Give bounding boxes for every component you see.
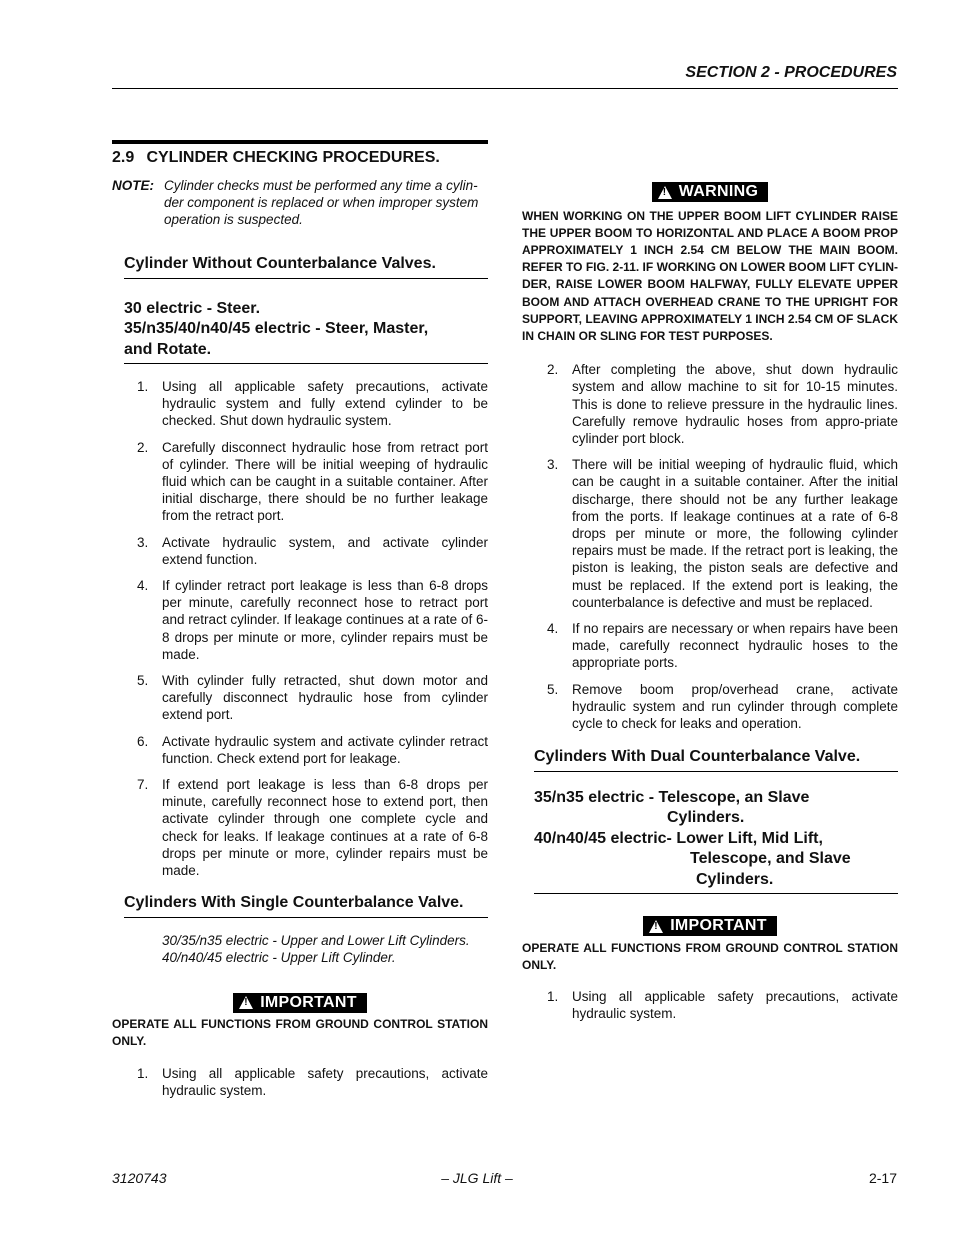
step-number: 6. (137, 733, 149, 749)
subheading-line: 35/n35/40/n40/45 electric - Steer, Master, (124, 320, 429, 337)
warning-triangle-icon (658, 186, 672, 199)
section-number: 2.9 (112, 149, 135, 166)
note-text: Cylinder checks must be performed any time a cylin-der component is replaced or when improper system operation is suspected. (164, 178, 479, 227)
model-list (162, 932, 488, 966)
subheading-dual-counterbalance: Cylinders With Dual Counterbalance Valve. (534, 747, 898, 772)
list-item (137, 776, 488, 879)
step-text: If cylinder retract port leakage is less than 6-8 drops per minute, carefully reconnect hose to retract port and retract cylinder. If leakage continues at a rate of 6-8 drops per minute or more, cylinder repairs must be made. (162, 578, 488, 662)
warning-text: WHEN WORKING ON THE UPPER BOOM LIFT CYLINDER RAISE THE UPPER BOOM TO HORIZONTAL AND PLACE A BOOM PROP APPROXIMATELY 1 INCH 2.54 CM BELOW THE MAIN BOOM. REFER TO FIG. 2-11. IF WORKING ON LOWER BOOM LIFT CYLIN-DER, RAISE LOWER BOOM HALFWAY, FULLY ELEVATE UPPER BOOM AND ATTACH OVERHEAD CRANE TO THE UPRIGHT FOR SUPPORT, LEAVING APPROXIMATELY 1 INCH 2.54 CM OF SLACK IN CHAIN OR SLING FOR TEST PURPOSES. (522, 208, 898, 343)
step-number: 4. (547, 620, 559, 636)
footer-doc-number: 3120743 (112, 1170, 167, 1186)
list-item (547, 988, 898, 1022)
step-number: 5. (547, 681, 559, 697)
section-heading (112, 140, 488, 167)
list-item (137, 534, 488, 568)
step-text: After completing the above, shut down hydraulic system and allow machine to sit for 10-15 minutes. This is done to relieve pressure in the hydraulic lines. Carefully remove hydraulic hoses from appro-priate cylinder port block. (572, 362, 898, 446)
badge-label: WARNING (678, 183, 759, 200)
warning-badge (652, 182, 768, 202)
subheading-line: 35/n35 electric - Telescope, an Slave (534, 788, 810, 806)
important-callout (522, 916, 898, 938)
step-text: If extend port leakage is less than 6-8 drops per minute, carefully reconnect hose to extend port, then activate cylinder through one complete cycle and check for leaks. If leakage continues at a rate of 6-8 drops per minute or more, cylinder repairs must be made. (162, 777, 488, 879)
subheading-line: Cylinders. (667, 809, 745, 827)
step-text: Remove boom prop/overhead crane, activate hydraulic system and run cylinder through complete cycle to check for leaks and operation. (572, 681, 898, 731)
step-text: Using all applicable safety precautions, activate hydraulic system. (572, 989, 898, 1022)
important-badge (643, 916, 777, 936)
list-item (547, 456, 898, 611)
step-number: 4. (137, 578, 149, 594)
badge-label: IMPORTANT (670, 917, 767, 935)
warning-triangle-icon (649, 920, 663, 933)
subheading-line: Telescope, and Slave (690, 850, 851, 868)
steps-list (522, 361, 898, 732)
step-number: 3. (137, 534, 149, 550)
list-item (547, 681, 898, 733)
list-item (137, 1065, 488, 1099)
step-number: 1. (137, 1065, 149, 1081)
subheading-single-counterbalance: Cylinders With Single Counterbalance Valve. (124, 893, 488, 918)
list-item (137, 733, 488, 767)
step-number: 5. (137, 673, 149, 689)
model-line: 30/35/n35 electric - Upper and Lower Lift Cylinders. (162, 932, 470, 948)
left-column (112, 140, 488, 1099)
important-text: OPERATE ALL FUNCTIONS FROM GROUND CONTROL STATION ONLY. (522, 940, 898, 972)
step-text: With cylinder fully retracted, shut down motor and carefully disconnect hydraulic hose from cylinder extend port. (162, 673, 488, 723)
subheading-line: 40/n40/45 electric- Lower Lift, Mid Lift, (534, 829, 823, 847)
step-number: 1. (137, 379, 149, 394)
step-text: Using all applicable safety precautions, activate hydraulic system. (162, 1065, 488, 1098)
subheading-line: and Rotate. (124, 340, 212, 358)
steps-list-2 (522, 988, 898, 1022)
subheading-models (534, 788, 898, 895)
footer-brand: – JLG Lift – (441, 1170, 513, 1186)
warning-callout (522, 182, 898, 204)
important-badge (233, 993, 367, 1013)
subheading-models (124, 299, 488, 365)
list-item (547, 361, 898, 447)
section-title: CYLINDER CHECKING PROCEDURES. (146, 149, 440, 166)
subheading-line: Cylinders. (696, 870, 774, 888)
step-text: Activate hydraulic system, and activate cylinder extend function. (162, 534, 488, 567)
step-number: 3. (547, 457, 559, 473)
step-text: Activate hydraulic system and activate cylinder retract function. Check extend port for leakage. (162, 733, 488, 766)
note-label: NOTE: (112, 178, 154, 193)
badge-label: IMPORTANT (260, 993, 357, 1011)
model-line: 40/n40/45 electric - Upper Lift Cylinder. (162, 949, 396, 965)
right-column (522, 182, 898, 1023)
important-text: OPERATE ALL FUNCTIONS FROM GROUND CONTROL STATION ONLY. (112, 1017, 488, 1049)
important-callout (112, 993, 488, 1015)
warning-triangle-icon (239, 996, 253, 1009)
steps-list-2 (112, 1065, 488, 1099)
footer-page-number: 2-17 (868, 1170, 897, 1186)
step-text: Using all applicable safety precautions, activate hydraulic system and fully extend cylinder to be checked. Shut down hydraulic system. (162, 379, 488, 429)
step-text: If no repairs are necessary or when repairs have been made, carefully reconnect hydraulic hoses to the appropriate ports. (572, 620, 898, 671)
header-rule (112, 88, 898, 89)
list-item (547, 620, 898, 672)
note (112, 177, 488, 228)
step-number: 1. (547, 989, 559, 1005)
step-text: There will be initial weeping of hydraulic fluid, which can be caught in a suitable container. After the initial discharge, there should not be any further leakage from the ports. If leakage continues at a rate of 6-8 drops per minute or more, the following cylinder repairs must be made. If the retract port is leaking, the piston is leaking, the piston seals are defective and must be replaced. If the extend port is leaking, the counterbalance is defective and must be replaced. (572, 457, 898, 610)
list-item (137, 378, 488, 430)
list-item (137, 577, 488, 663)
step-text: Carefully disconnect hydraulic hose from retract port of cylinder. There will be initial weeping of hydraulic fluid which can be caught in a suitable container. After initial discharge, there should be no further leakage from the retract port. (162, 439, 488, 524)
subheading-no-counterbalance: Cylinder Without Counterbalance Valves. (124, 254, 488, 279)
steps-list (112, 378, 488, 879)
list-item (137, 439, 488, 525)
step-number: 2. (547, 362, 559, 378)
step-number: 2. (137, 439, 149, 455)
section-header: SECTION 2 - PROCEDURES (685, 64, 897, 81)
subheading-line: 30 electric - Steer. (124, 299, 261, 317)
step-number: 7. (137, 777, 149, 793)
list-item (137, 672, 488, 724)
